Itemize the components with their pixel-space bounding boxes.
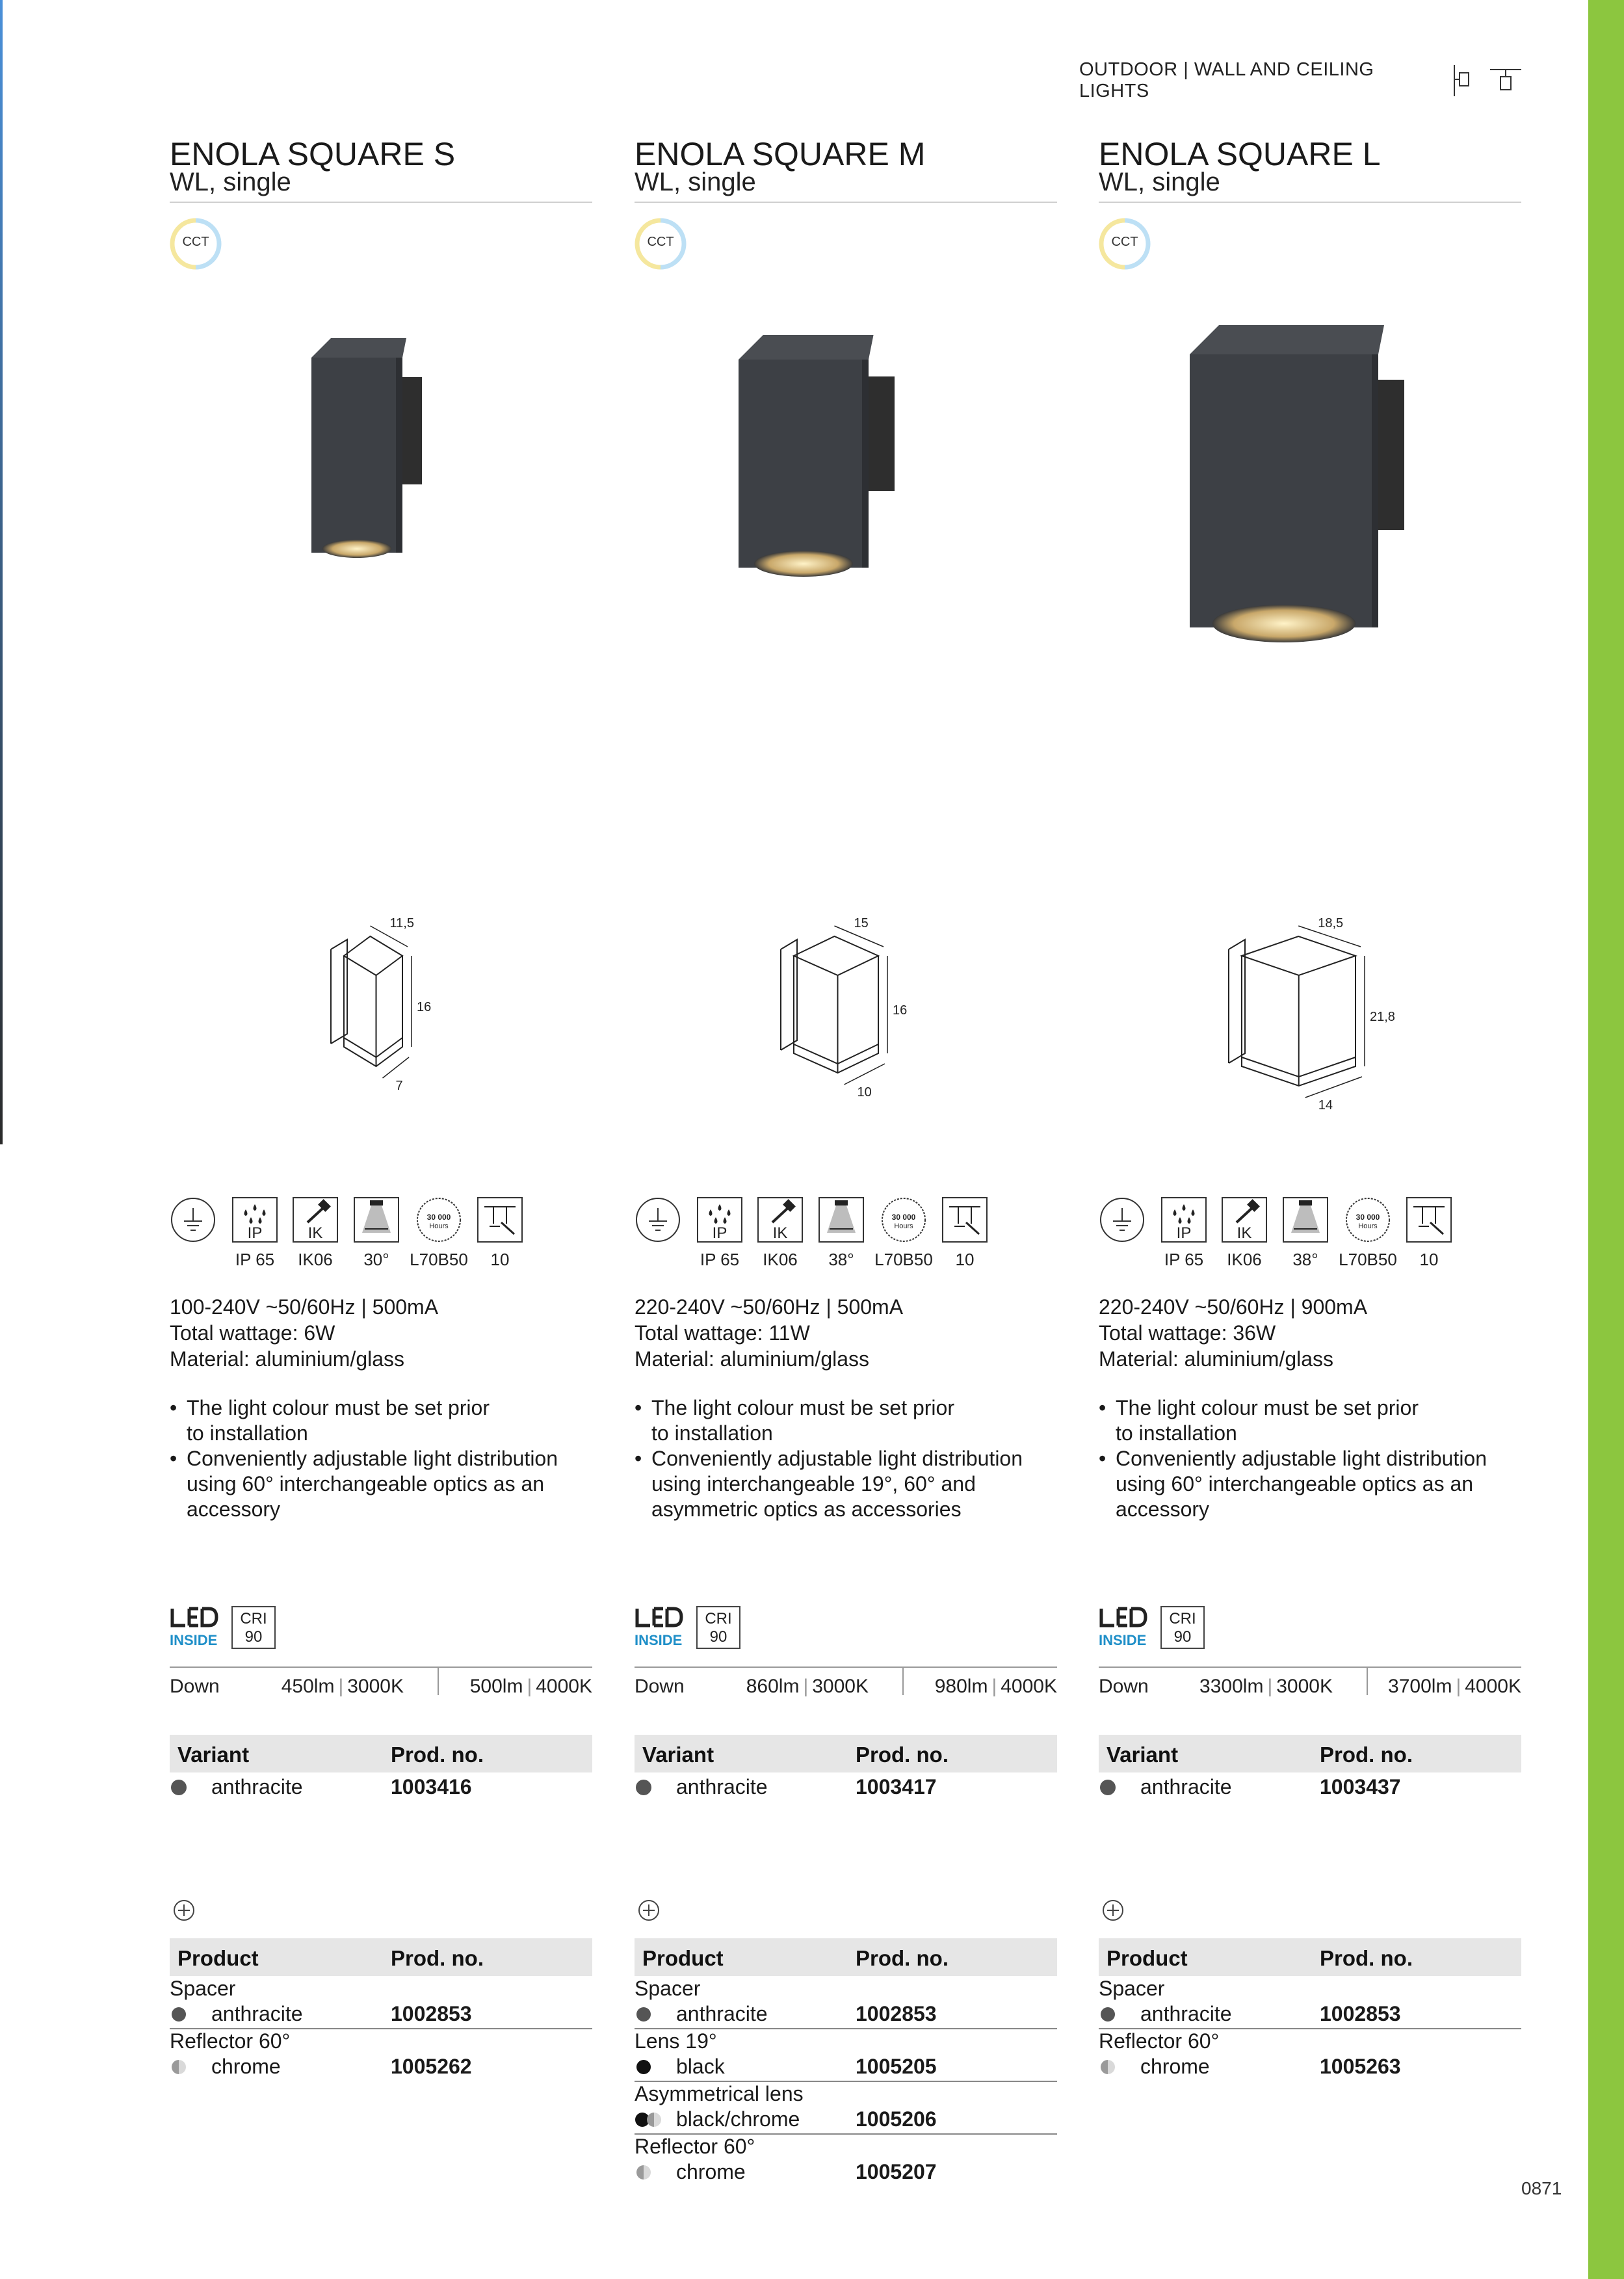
chrome-swatch-icon	[171, 2059, 187, 2075]
spec-line: 220-240V ~50/60Hz | 900mA	[1099, 1295, 1368, 1319]
accessory-name: Spacer	[1099, 1977, 1165, 2000]
accessory-variant-row	[170, 2055, 592, 2081]
product-column-l	[1099, 0, 1521, 2279]
led-inside-text: INSIDE	[1099, 1632, 1147, 1648]
accessories-plus-icon	[1101, 1899, 1125, 1922]
variant-col-header: Variant	[642, 1743, 714, 1767]
dim-bottom-label: 10	[857, 1085, 872, 1100]
hours-text: 30 000	[891, 1213, 916, 1222]
accessory-item	[1099, 2029, 1521, 2082]
lumen-3000k	[746, 1676, 869, 1698]
prodno-col-header: Prod. no.	[391, 1946, 484, 1970]
prodno-col-header: Prod. no.	[856, 1743, 949, 1767]
accessory-variant: black/chrome	[676, 2107, 800, 2131]
accessory-prod-no: 1005205	[856, 2055, 937, 2078]
light-direction: Down	[170, 1676, 220, 1697]
product-photo	[170, 306, 592, 644]
variant-name: anthracite	[211, 1775, 303, 1798]
anthracite-swatch-icon	[1100, 2007, 1116, 2022]
dim-bottom-label: 14	[1318, 1098, 1333, 1113]
ik-text: IK	[772, 1224, 788, 1242]
accessory-variant-row	[1099, 2002, 1521, 2028]
lumen-column-divider	[902, 1668, 904, 1695]
bullet-line: accessory	[1116, 1497, 1210, 1521]
accessory-name: Reflector 60°	[170, 2029, 291, 2053]
feature-bullet	[635, 1395, 1064, 1446]
ip-rating-icon	[696, 1196, 743, 1243]
spec-icon-row	[1099, 1196, 1521, 1268]
cri-value: 90	[244, 1628, 263, 1646]
spec-line: 100-240V ~50/60Hz | 500mA	[170, 1295, 439, 1319]
product-subtitle: WL, single	[1099, 168, 1220, 196]
lumen-4000k	[470, 1676, 592, 1698]
led-cri-row	[635, 1606, 830, 1652]
dim-height-label: 16	[893, 1003, 908, 1018]
title-divider	[635, 202, 1057, 203]
product-column-s	[170, 0, 592, 2279]
hours-unit: Hours	[429, 1222, 449, 1230]
ip-text: IP	[1176, 1224, 1192, 1242]
spec-line: Total wattage: 11W	[635, 1321, 810, 1345]
product-title: ENOLA SQUARE M	[635, 136, 926, 172]
lumen-3000k	[282, 1676, 404, 1698]
spec-icon-row	[170, 1196, 592, 1268]
product-column-m	[635, 0, 1057, 2279]
cri-label: CRI	[240, 1610, 267, 1627]
variant-name: anthracite	[676, 1775, 768, 1798]
accessory-name: Spacer	[170, 1977, 236, 2000]
section-title: OUTDOOR | WALL AND CEILING LIGHTS	[1079, 59, 1374, 101]
product-title: ENOLA SQUARE S	[170, 136, 456, 172]
spec-icon-label: 38°	[1292, 1250, 1318, 1269]
feature-bullet	[635, 1446, 1064, 1522]
chrome-swatch-icon	[1100, 2059, 1116, 2075]
color-swatch-icon	[171, 1780, 187, 1795]
separator: |	[1456, 1676, 1461, 1697]
led-inside-text: INSIDE	[635, 1632, 683, 1648]
prodno-col-header: Prod. no.	[1320, 1743, 1413, 1767]
led-cri-row	[170, 1606, 365, 1652]
protection-class-icon	[170, 1196, 216, 1243]
spec-icon-label: 10	[955, 1250, 975, 1269]
led-inside-icon	[170, 1606, 219, 1649]
variant-col-header: Variant	[177, 1743, 250, 1767]
title-divider	[1099, 202, 1521, 203]
spec-line: 220-240V ~50/60Hz | 500mA	[635, 1295, 904, 1319]
accessory-variant-row	[635, 2160, 1057, 2186]
accessory-variant-row	[635, 2055, 1057, 2081]
bullet-line: • The light colour must be set prior	[1116, 1396, 1419, 1419]
prodno-col-header: Prod. no.	[391, 1743, 484, 1767]
hours-unit: Hours	[894, 1222, 913, 1230]
accessory-name: Spacer	[635, 1977, 701, 2000]
accessory-prod-no: 1002853	[1320, 2002, 1401, 2025]
accessory-item	[635, 2029, 1057, 2082]
anthracite-swatch-icon	[171, 2007, 187, 2022]
color-swatch-icon	[636, 1780, 651, 1795]
lifetime-hours-icon	[415, 1196, 462, 1243]
accessory-variant: chrome	[211, 2055, 281, 2078]
accessory-prod-no: 1002853	[856, 2002, 937, 2025]
bullet-line: accessory	[187, 1497, 281, 1521]
ik-rating-icon	[757, 1196, 804, 1243]
lumen-divider	[170, 1666, 592, 1668]
accessory-table-header	[1099, 1938, 1521, 1976]
variant-table-header	[635, 1735, 1057, 1772]
ik-rating-icon	[292, 1196, 339, 1243]
ip-text: IP	[712, 1224, 727, 1242]
variant-table-header	[170, 1735, 592, 1772]
bullet-line: using 60° interchangeable optics as an	[187, 1472, 545, 1495]
product-photo	[1099, 306, 1521, 644]
lumen-divider	[1099, 1666, 1521, 1668]
hours-unit: Hours	[1358, 1222, 1378, 1230]
accessory-name: Reflector 60°	[1099, 2029, 1220, 2053]
page-number: 0871	[1521, 2178, 1562, 2198]
accessory-table-header	[635, 1938, 1057, 1976]
lumen-value: 3700lm	[1388, 1676, 1452, 1697]
protection-class-icon	[635, 1196, 681, 1243]
prodno-col-header: Prod. no.	[856, 1946, 949, 1970]
cct-badge	[1099, 218, 1151, 270]
bullet-line: using interchangeable 19°, 60° and	[651, 1472, 976, 1495]
lumen-4000k	[935, 1676, 1057, 1698]
accessory-variant-row	[1099, 2055, 1521, 2081]
spec-icon-label: 10	[490, 1250, 510, 1269]
beam-angle-icon	[353, 1196, 400, 1243]
variant-prod-no: 1003416	[391, 1775, 472, 1798]
feature-bullet	[1099, 1395, 1528, 1446]
anthracite-swatch-icon	[636, 2007, 651, 2022]
ik-rating-icon	[1221, 1196, 1268, 1243]
ik-text: IK	[1237, 1224, 1252, 1242]
accessory-list	[1099, 1977, 1521, 2082]
feature-bullet	[1099, 1446, 1528, 1522]
cct-label: CCT	[1111, 235, 1138, 249]
accessory-prod-no: 1002853	[391, 2002, 472, 2025]
separator: |	[1267, 1676, 1273, 1697]
lumen-column-divider	[1367, 1668, 1368, 1695]
dim-top-label: 15	[854, 916, 869, 930]
product-col-header: Product	[1107, 1946, 1188, 1970]
hours-text: 30 000	[1356, 1213, 1380, 1222]
colour-temp: 4000K	[536, 1676, 592, 1697]
accessories-plus-icon	[172, 1899, 196, 1922]
chrome-swatch-icon	[636, 2165, 651, 2180]
spec-icon-label: IP 65	[235, 1250, 275, 1269]
lumen-value: 980lm	[934, 1676, 988, 1697]
bullet-line: • Conveniently adjustable light distribution	[1116, 1447, 1487, 1470]
spec-icon-label: L70B50	[410, 1250, 468, 1269]
spec-line: Total wattage: 6W	[170, 1321, 335, 1345]
separator: |	[991, 1676, 997, 1697]
dim-height-label: 16	[417, 1000, 432, 1014]
lumen-value: 450lm	[281, 1676, 335, 1697]
lumen-column-divider	[438, 1668, 439, 1695]
beam-angle-icon	[1282, 1196, 1329, 1243]
product-photo	[635, 306, 1057, 644]
variant-col-header: Variant	[1107, 1743, 1179, 1767]
bullet-line: to installation	[187, 1421, 308, 1445]
light-direction: Down	[1099, 1676, 1149, 1697]
black-swatch-icon	[636, 2059, 651, 2075]
feature-bullets	[635, 1395, 1064, 1522]
accessory-variant: anthracite	[1140, 2002, 1232, 2025]
variant-prod-no: 1003437	[1320, 1775, 1401, 1798]
bullet-line: • Conveniently adjustable light distribution	[651, 1447, 1023, 1470]
accessory-table-header	[170, 1938, 592, 1976]
spec-icon-label: L70B50	[1339, 1250, 1397, 1269]
separator: |	[803, 1676, 809, 1697]
bullet-line: to installation	[651, 1421, 773, 1445]
colour-temp: 3000K	[1276, 1676, 1333, 1697]
lifetime-hours-icon	[880, 1196, 927, 1243]
ip-rating-icon	[231, 1196, 278, 1243]
colour-temp: 3000K	[347, 1676, 404, 1697]
product-title: ENOLA SQUARE L	[1099, 136, 1381, 172]
cri-badge	[1160, 1606, 1205, 1649]
dim-bottom-label: 7	[395, 1079, 403, 1093]
accessory-variant-row	[635, 2002, 1057, 2028]
lumen-row	[1099, 1674, 1521, 1700]
accessory-item	[170, 1977, 592, 2029]
accessory-item	[635, 2135, 1057, 2187]
accessory-variant: chrome	[676, 2160, 746, 2183]
electrical-specs	[170, 1294, 592, 1372]
accessory-list	[635, 1977, 1057, 2187]
ik-text: IK	[308, 1224, 323, 1242]
variant-prod-no: 1003417	[856, 1775, 937, 1798]
title-divider	[170, 202, 592, 203]
accessory-list	[170, 1977, 592, 2082]
lumen-value: 860lm	[746, 1676, 800, 1697]
lifetime-hours-icon	[1344, 1196, 1391, 1243]
led-inside-text: INSIDE	[170, 1632, 218, 1648]
variant-name: anthracite	[1140, 1775, 1232, 1798]
bullet-line: • Conveniently adjustable light distribution	[187, 1447, 558, 1470]
spec-line: Total wattage: 36W	[1099, 1321, 1276, 1345]
hours-text: 30 000	[426, 1213, 451, 1222]
bullet-line: • The light colour must be set prior	[187, 1396, 490, 1419]
variant-row	[635, 1774, 1057, 1800]
cct-label: CCT	[647, 235, 674, 249]
cri-badge	[231, 1606, 276, 1649]
spec-icon-label: IP 65	[1164, 1250, 1204, 1269]
variant-row	[170, 1774, 592, 1800]
feature-bullets	[170, 1395, 599, 1522]
beam-angle-icon	[818, 1196, 865, 1243]
spec-icon-label: IP 65	[700, 1250, 740, 1269]
colour-temp: 4000K	[1001, 1676, 1057, 1697]
feature-bullet	[170, 1446, 599, 1522]
cri-label: CRI	[705, 1610, 732, 1627]
colour-temp: 4000K	[1465, 1676, 1521, 1697]
ip-text: IP	[247, 1224, 263, 1242]
product-subtitle: WL, single	[170, 168, 291, 196]
lumen-3000k	[1199, 1676, 1333, 1698]
cct-label: CCT	[182, 235, 209, 249]
cri-label: CRI	[1169, 1610, 1196, 1627]
accessory-variant-row	[170, 2002, 592, 2028]
dimension-drawing	[1099, 897, 1521, 1118]
prodno-col-header: Prod. no.	[1320, 1946, 1413, 1970]
accessory-variant: anthracite	[211, 2002, 303, 2025]
electrical-specs	[635, 1294, 1057, 1372]
dimension-drawing	[635, 897, 1057, 1118]
cri-value: 90	[709, 1628, 727, 1646]
ip-rating-icon	[1160, 1196, 1207, 1243]
cri-badge	[696, 1606, 740, 1649]
accessory-prod-no: 1005206	[856, 2107, 937, 2131]
bullet-line: to installation	[1116, 1421, 1237, 1445]
accessory-variant-row	[635, 2107, 1057, 2133]
colour-temp: 3000K	[812, 1676, 869, 1697]
dimension-drawing	[170, 897, 592, 1118]
product-col-header: Product	[642, 1946, 724, 1970]
adjustable-tilt-icon	[941, 1196, 988, 1243]
accessory-item	[635, 1977, 1057, 2029]
protection-class-icon	[1099, 1196, 1146, 1243]
cct-badge	[170, 218, 222, 270]
dim-top-label: 11,5	[389, 916, 414, 930]
dim-height-label: 21,8	[1370, 1010, 1395, 1024]
product-subtitle: WL, single	[635, 168, 756, 196]
spec-icon-label: L70B50	[874, 1250, 933, 1269]
lumen-row	[170, 1674, 592, 1700]
spec-icon-label: 38°	[828, 1250, 854, 1269]
black-chrome-swatch-icon	[635, 2112, 663, 2128]
accessory-item	[170, 2029, 592, 2082]
electrical-specs	[1099, 1294, 1521, 1372]
product-col-header: Product	[177, 1946, 259, 1970]
dim-top-label: 18,5	[1318, 916, 1344, 930]
variant-row	[1099, 1774, 1521, 1800]
variant-table-header	[1099, 1735, 1521, 1772]
lumen-divider	[635, 1666, 1057, 1668]
feature-bullet	[170, 1395, 599, 1446]
spec-icon-label: 10	[1419, 1250, 1439, 1269]
accessory-name: Asymmetrical lens	[635, 2082, 804, 2105]
cri-value: 90	[1173, 1628, 1192, 1646]
accessory-variant: anthracite	[676, 2002, 768, 2025]
bullet-line: • The light colour must be set prior	[651, 1396, 954, 1419]
spec-icon-label: IK06	[1227, 1250, 1262, 1269]
accessory-prod-no: 1005207	[856, 2160, 937, 2183]
spec-icon-label: IK06	[763, 1250, 798, 1269]
led-inside-icon	[635, 1606, 684, 1649]
light-direction: Down	[635, 1676, 685, 1697]
spec-line: Material: aluminium/glass	[1099, 1347, 1334, 1371]
led-cri-row	[1099, 1606, 1294, 1652]
adjustable-tilt-icon	[1406, 1196, 1452, 1243]
lumen-row	[635, 1674, 1057, 1700]
accessory-variant: black	[676, 2055, 725, 2078]
accessory-prod-no: 1005263	[1320, 2055, 1401, 2078]
accent-bar	[1588, 0, 1624, 2279]
separator: |	[338, 1676, 344, 1697]
page-edge-strip	[0, 0, 3, 1144]
accessory-item	[1099, 1977, 1521, 2029]
adjustable-tilt-icon	[477, 1196, 523, 1243]
lumen-value: 3300lm	[1199, 1676, 1264, 1697]
bullet-line: using 60° interchangeable optics as an	[1116, 1472, 1474, 1495]
spec-line: Material: aluminium/glass	[635, 1347, 870, 1371]
accessories-plus-icon	[637, 1899, 661, 1922]
accessory-name: Reflector 60°	[635, 2135, 755, 2158]
spec-icon-label: 30°	[363, 1250, 389, 1269]
separator: |	[527, 1676, 532, 1697]
lumen-value: 500lm	[469, 1676, 523, 1697]
accessory-name: Lens 19°	[635, 2029, 717, 2053]
bullet-line: asymmetric optics as accessories	[651, 1497, 962, 1521]
accessory-item	[635, 2082, 1057, 2135]
feature-bullets	[1099, 1395, 1528, 1522]
spec-icon-row	[635, 1196, 1057, 1268]
led-inside-icon	[1099, 1606, 1148, 1649]
cct-badge	[635, 218, 687, 270]
spec-icon-label: IK06	[298, 1250, 333, 1269]
accessory-variant: chrome	[1140, 2055, 1210, 2078]
lumen-4000k	[1388, 1676, 1521, 1698]
color-swatch-icon	[1100, 1780, 1116, 1795]
spec-line: Material: aluminium/glass	[170, 1347, 405, 1371]
accessory-prod-no: 1005262	[391, 2055, 472, 2078]
